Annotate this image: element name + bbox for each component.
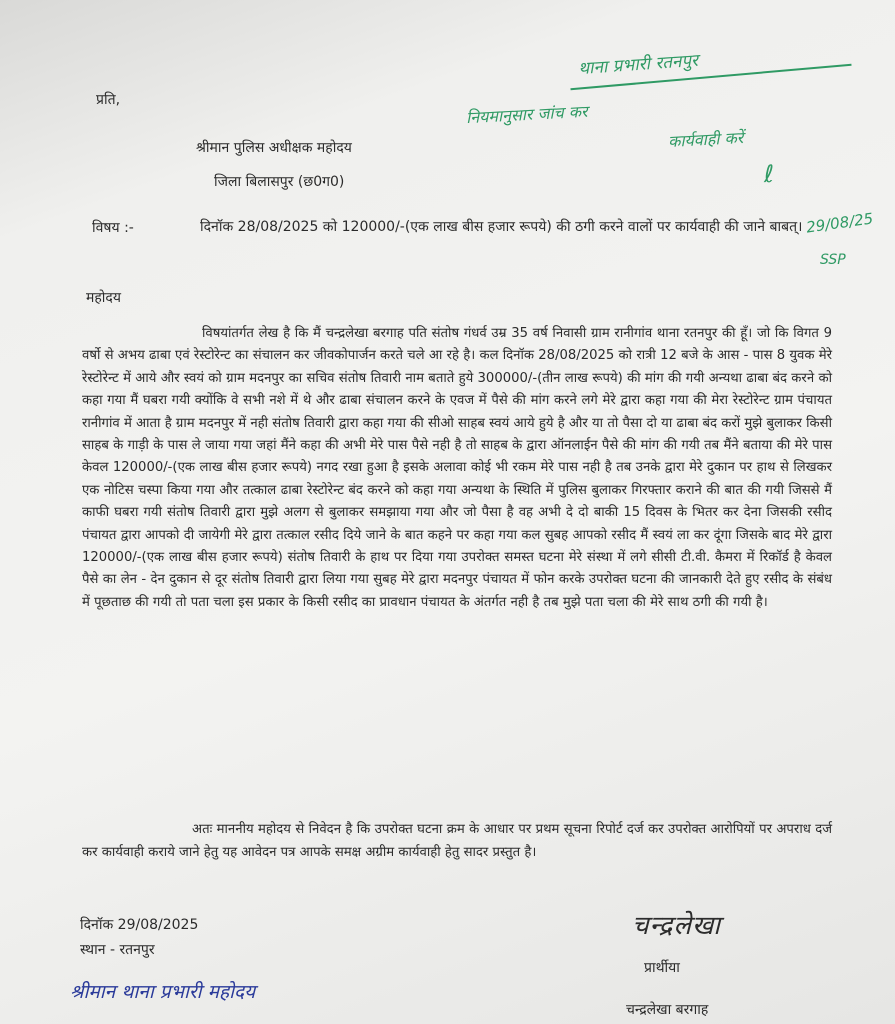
handwritten-bottom-note: श्रीमान थाना प्रभारी महोदय bbox=[70, 981, 256, 1003]
salutation-to: प्रति, bbox=[96, 92, 121, 108]
greeting: महोदय bbox=[86, 290, 121, 306]
endorsement-initial-mark: ℓ bbox=[764, 160, 774, 188]
subject-text: दिनॉक 28/08/2025 को 120000/-(एक लाख बीस हजार रूपये) की ठगी करने वालों पर कार्यवाही की जाने बाबत्। bbox=[200, 219, 803, 235]
subject-label: विषय :- bbox=[92, 220, 134, 236]
body-paragraph: विषयांतर्गत लेख है कि मैं चन्द्रलेखा बरगाह पति संतोष गंधर्व उम्र 35 वर्ष निवासी ग्राम रानीगांव थाना रतनपुर की हूँ। जो कि विगत 9 वर्षो से अभय ढाबा एवं रेस्टोरेन्ट का संचालन कर जीवकोपार्जन करते चले आ रहे है। कल दिनॉक 28/08/2025 को रात्री 12 बजे के आस - पास 8 युवक मेरे रेस्टोरेन्ट में आये और स्वयं को ग्राम मदनपुर का सचिव संतोष तिवारी नाम बताते हुये 300000/-(तीन लाख रूपये) की मांग की गयी अन्यथा ढाबा बंद करने को कहा गया मैं घबरा गयी क्योंकि वे सभी नशे में थे और ढाबा संचालन करने के एवज में पैसे की मांग करने लगे मेरे द्वारा कहा गया की मेरा रेस्टोरेन्ट ग्राम पंचायत रानीगांव में आता है ग्राम मदनपुर में नही संतोष तिवारी द्वारा कहा गया की सीओ साहब स्वयं आये हुये है और या तो पैसा दो या ढाबा बंद करों मुझे बुलाकर किसी साहब के गाड़ी के पास ले जाया गया जहां मैंने कहा की अभी मेरे पास पैसे नही है तो साहब के द्वारा ऑनलाईन पैसे की मांग की गयी तब मैंने बताया की मेरे पास केवल 120000/-(एक लाख बीस हजार रूपये) नगद रखा हुआ है इसके अलावा कोई भी रकम मेरे पास नही है तब उनके द्वारा मेरे दुकान पर हाथ से लिखकर एक नोटिस चस्पा किया गया और तत्काल ढाबा रेस्टोरेन्ट बंद करने को कहा गया अन्यथा के स्थिति में पुलिस बुलाकर गिरफ्तार कराने की बात की गयी जिससे मैं काफी घबरा गयी संतोष तिवारी द्वारा मुझे अलग से बुलाकर समझाया गया और जो पैसा है वह अभी दे दो बाकी 15 दिवस के भितर कर देना जिसकी रसीद पंचायत द्वारा आपको दी जायेगी मेरे द्वारा तत्काल रसीद दिये जाने के बात कहने पर कहा गया कल सुबह आपको रसीद मैं स्वयं ला कर दूंगा जिसके बाद मेरे द्वारा 120000/-(एक लाख बीस हजार रूपये) संतोष तिवारी के हाथ पर दिया गया उपरोक्त समस्त घटना मेरे संस्था में लगे सीसी टी.वी. कैमरा में रिकॉर्ड है केवल पैसे का लेन - देन दुकान से दूर संतोष तिवारी द्वारा लिया गया सुबह मेरे द्वारा मदनपुर पंचायत में फोन करके उपरोक्त घटना की जानकारी देते हुए रसीद के संबंध में पूछताछ की गयी तो पता चला इस प्रकार के किसी रसीद का प्रावधान पंचायत के अंतर्गत नही है तब मुझे पता चला की मेरे साथ ठगी की गयी है। bbox=[82, 326, 833, 610]
applicant-label: प्रार्थीया bbox=[644, 960, 680, 976]
place-line: स्थान - रतनपुर bbox=[80, 942, 155, 958]
closing-paragraph: अतः माननीय महोदय से निवेदन है कि उपरोक्त घटना क्रम के आधार पर प्रथम सूचना रिपोर्ट दर्ज कर उपरोक्त आरोपियों पर अपराध दर्ज कर कार्यवाही कराये जाने हेतु यह आवेदन पत्र आपके समक्ष अग्रीम कार्यवाही हेतु सादर प्रस्तुत है। bbox=[82, 822, 832, 860]
applicant-name: चन्द्रलेखा बरगाह bbox=[626, 1002, 709, 1018]
handwritten-endorsement-date: 29/08/25 bbox=[805, 209, 875, 237]
handwritten-endorsement-line-1: नियमानुसार जांच कर bbox=[465, 101, 589, 128]
handwritten-endorsement-initials: SSP bbox=[820, 252, 846, 268]
addressee-line-2: जिला बिलासपुर (छ0ग0) bbox=[214, 174, 345, 190]
handwritten-station-note: थाना प्रभारी रतनपुर bbox=[577, 50, 699, 80]
applicant-signature: चन्द्रलेखा bbox=[632, 911, 721, 941]
addressee-line-1: श्रीमान पुलिस अधीक्षक महोदय bbox=[196, 140, 352, 156]
date-line: दिनॉक 29/08/2025 bbox=[80, 917, 199, 933]
handwritten-endorsement-line-2: कार्यवाही करें bbox=[667, 128, 744, 151]
